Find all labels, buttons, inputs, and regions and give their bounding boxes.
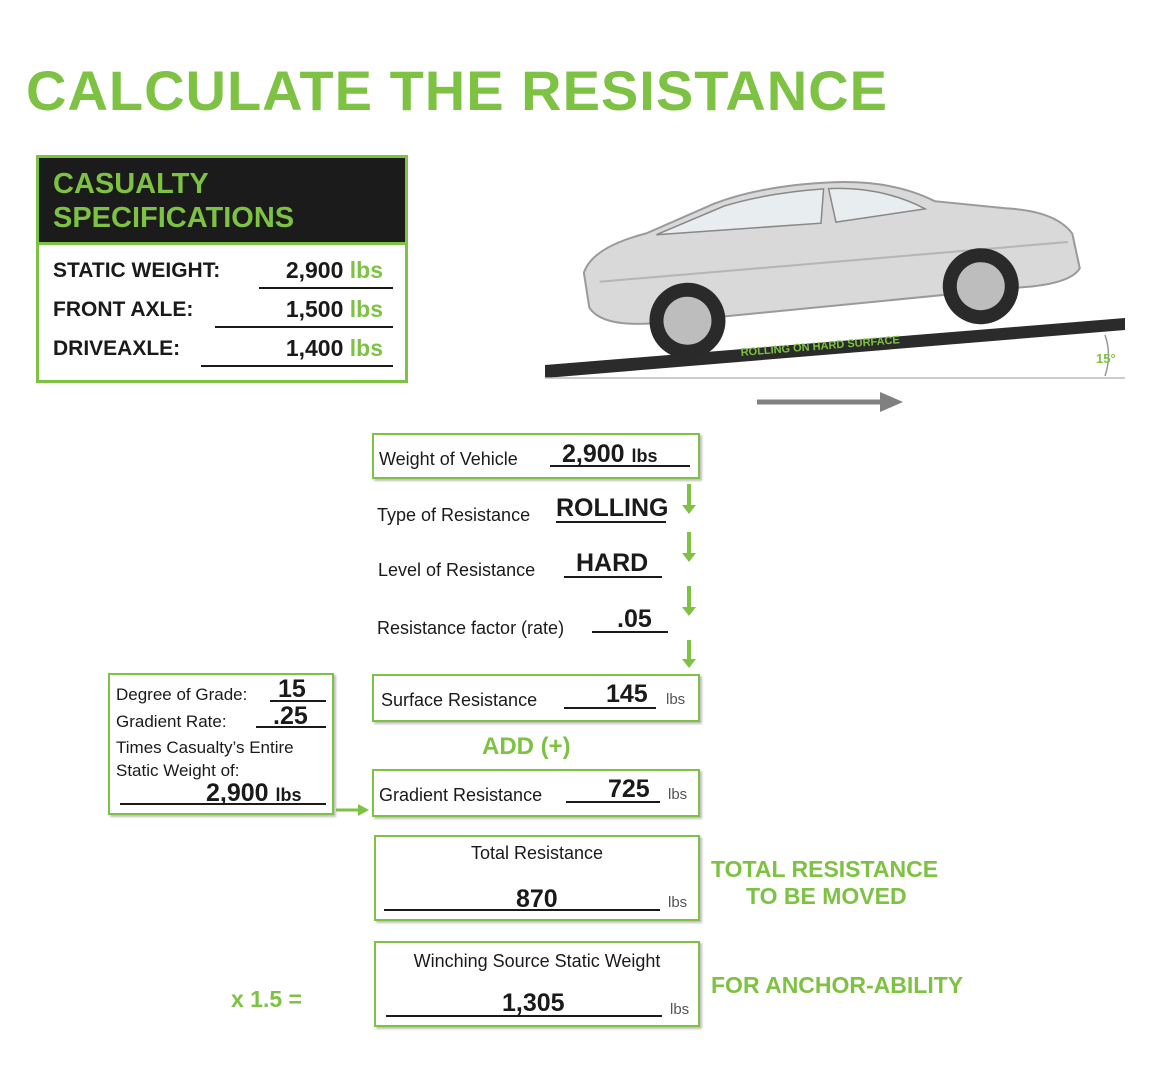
winch-note: FOR ANCHOR-ABILITY [711, 972, 964, 998]
type-underline [556, 521, 666, 523]
factor-value: .05 [617, 605, 652, 633]
surface-value: 145 [606, 680, 648, 708]
type-value: ROLLING [556, 494, 669, 522]
winching-source-box [374, 941, 700, 1027]
spec-row-front-axle [53, 298, 393, 330]
type-label: Type of Resistance [377, 505, 531, 525]
gradient-value: 725 [608, 775, 650, 803]
winch-underline [386, 1015, 662, 1017]
total-unit: lbs [668, 894, 688, 911]
gradient-label: Gradient Resistance [379, 785, 543, 805]
surface-unit: lbs [666, 691, 686, 708]
times-line2: Static Weight of: [116, 761, 240, 780]
total-value: 870 [516, 885, 558, 913]
weight-value: 2,900 lbs [562, 440, 658, 468]
spec-underline [259, 287, 393, 289]
level-label: Level of Resistance [378, 560, 536, 580]
spec-value: 1,400 lbs [285, 335, 383, 361]
winch-value: 1,305 [502, 989, 565, 1017]
flow-arrow-icon [687, 586, 691, 608]
casualty-specifications-panel [36, 155, 408, 383]
grade-to-gradient-arrow-icon [336, 802, 372, 818]
rate-underline [256, 726, 326, 728]
level-value: HARD [576, 549, 649, 577]
total-underline [384, 909, 660, 911]
total-resistance-box [374, 835, 700, 921]
grade-weight-value: 2,900 lbs [206, 779, 302, 807]
rate-value: .25 [273, 702, 308, 730]
arrow-head [880, 392, 903, 412]
spec-row-drive-axle [53, 337, 393, 369]
times-line1: Times Casualty’s Entire [116, 738, 294, 757]
winch-unit: lbs [670, 1001, 690, 1018]
spec-underline [215, 326, 393, 328]
winch-label: Winching Source Static Weight [413, 951, 661, 971]
total-note-line1: TOTAL RESISTANCE [711, 856, 939, 882]
ramp-label: ROLLING ON HARD SURFACE [740, 334, 901, 359]
factor-underline [592, 631, 668, 633]
spec-underline [201, 365, 393, 367]
spec-label: DRIVEAXLE: [53, 337, 181, 360]
weight-label: Weight of Vehicle [379, 449, 518, 469]
total-note-line2: TO BE MOVED [746, 883, 907, 909]
multiplier-label: x 1.5 = [231, 986, 302, 1012]
spec-label: FRONT AXLE: [53, 298, 194, 321]
weight-of-vehicle-box [372, 433, 700, 479]
flow-arrow-icon [687, 532, 691, 554]
add-label: ADD (+) [482, 733, 571, 760]
surface-label: Surface Resistance [381, 690, 538, 710]
grade-box [108, 673, 334, 815]
direction-arrow [755, 390, 905, 415]
spec-value: 2,900 lbs [285, 257, 383, 283]
degree-label: Degree of Grade: [116, 685, 248, 704]
level-underline [564, 576, 662, 578]
surface-resistance-box [372, 674, 700, 722]
gradient-unit: lbs [668, 786, 688, 803]
spec-header [39, 158, 405, 245]
spec-heading-line2: SPECIFICATIONS [53, 202, 295, 234]
total-label: Total Resistance [470, 843, 604, 863]
spec-label: STATIC WEIGHT: [53, 259, 221, 282]
flow-arrow-icon [687, 484, 691, 506]
angle-label: 15° [1096, 351, 1116, 366]
gradient-resistance-box [372, 769, 700, 817]
page-title: CALCULATE THE RESISTANCE [26, 59, 888, 122]
flow-arrow-icon [687, 640, 691, 660]
spec-row-static-weight [53, 259, 393, 291]
spec-heading-line1: CASUALTY [53, 168, 209, 200]
factor-label: Resistance factor (rate) [377, 618, 565, 638]
car-on-ramp-illustration [540, 160, 1140, 390]
spec-value: 1,500 lbs [285, 296, 383, 322]
rate-label: Gradient Rate: [116, 712, 227, 731]
degree-value: 15 [278, 675, 306, 703]
